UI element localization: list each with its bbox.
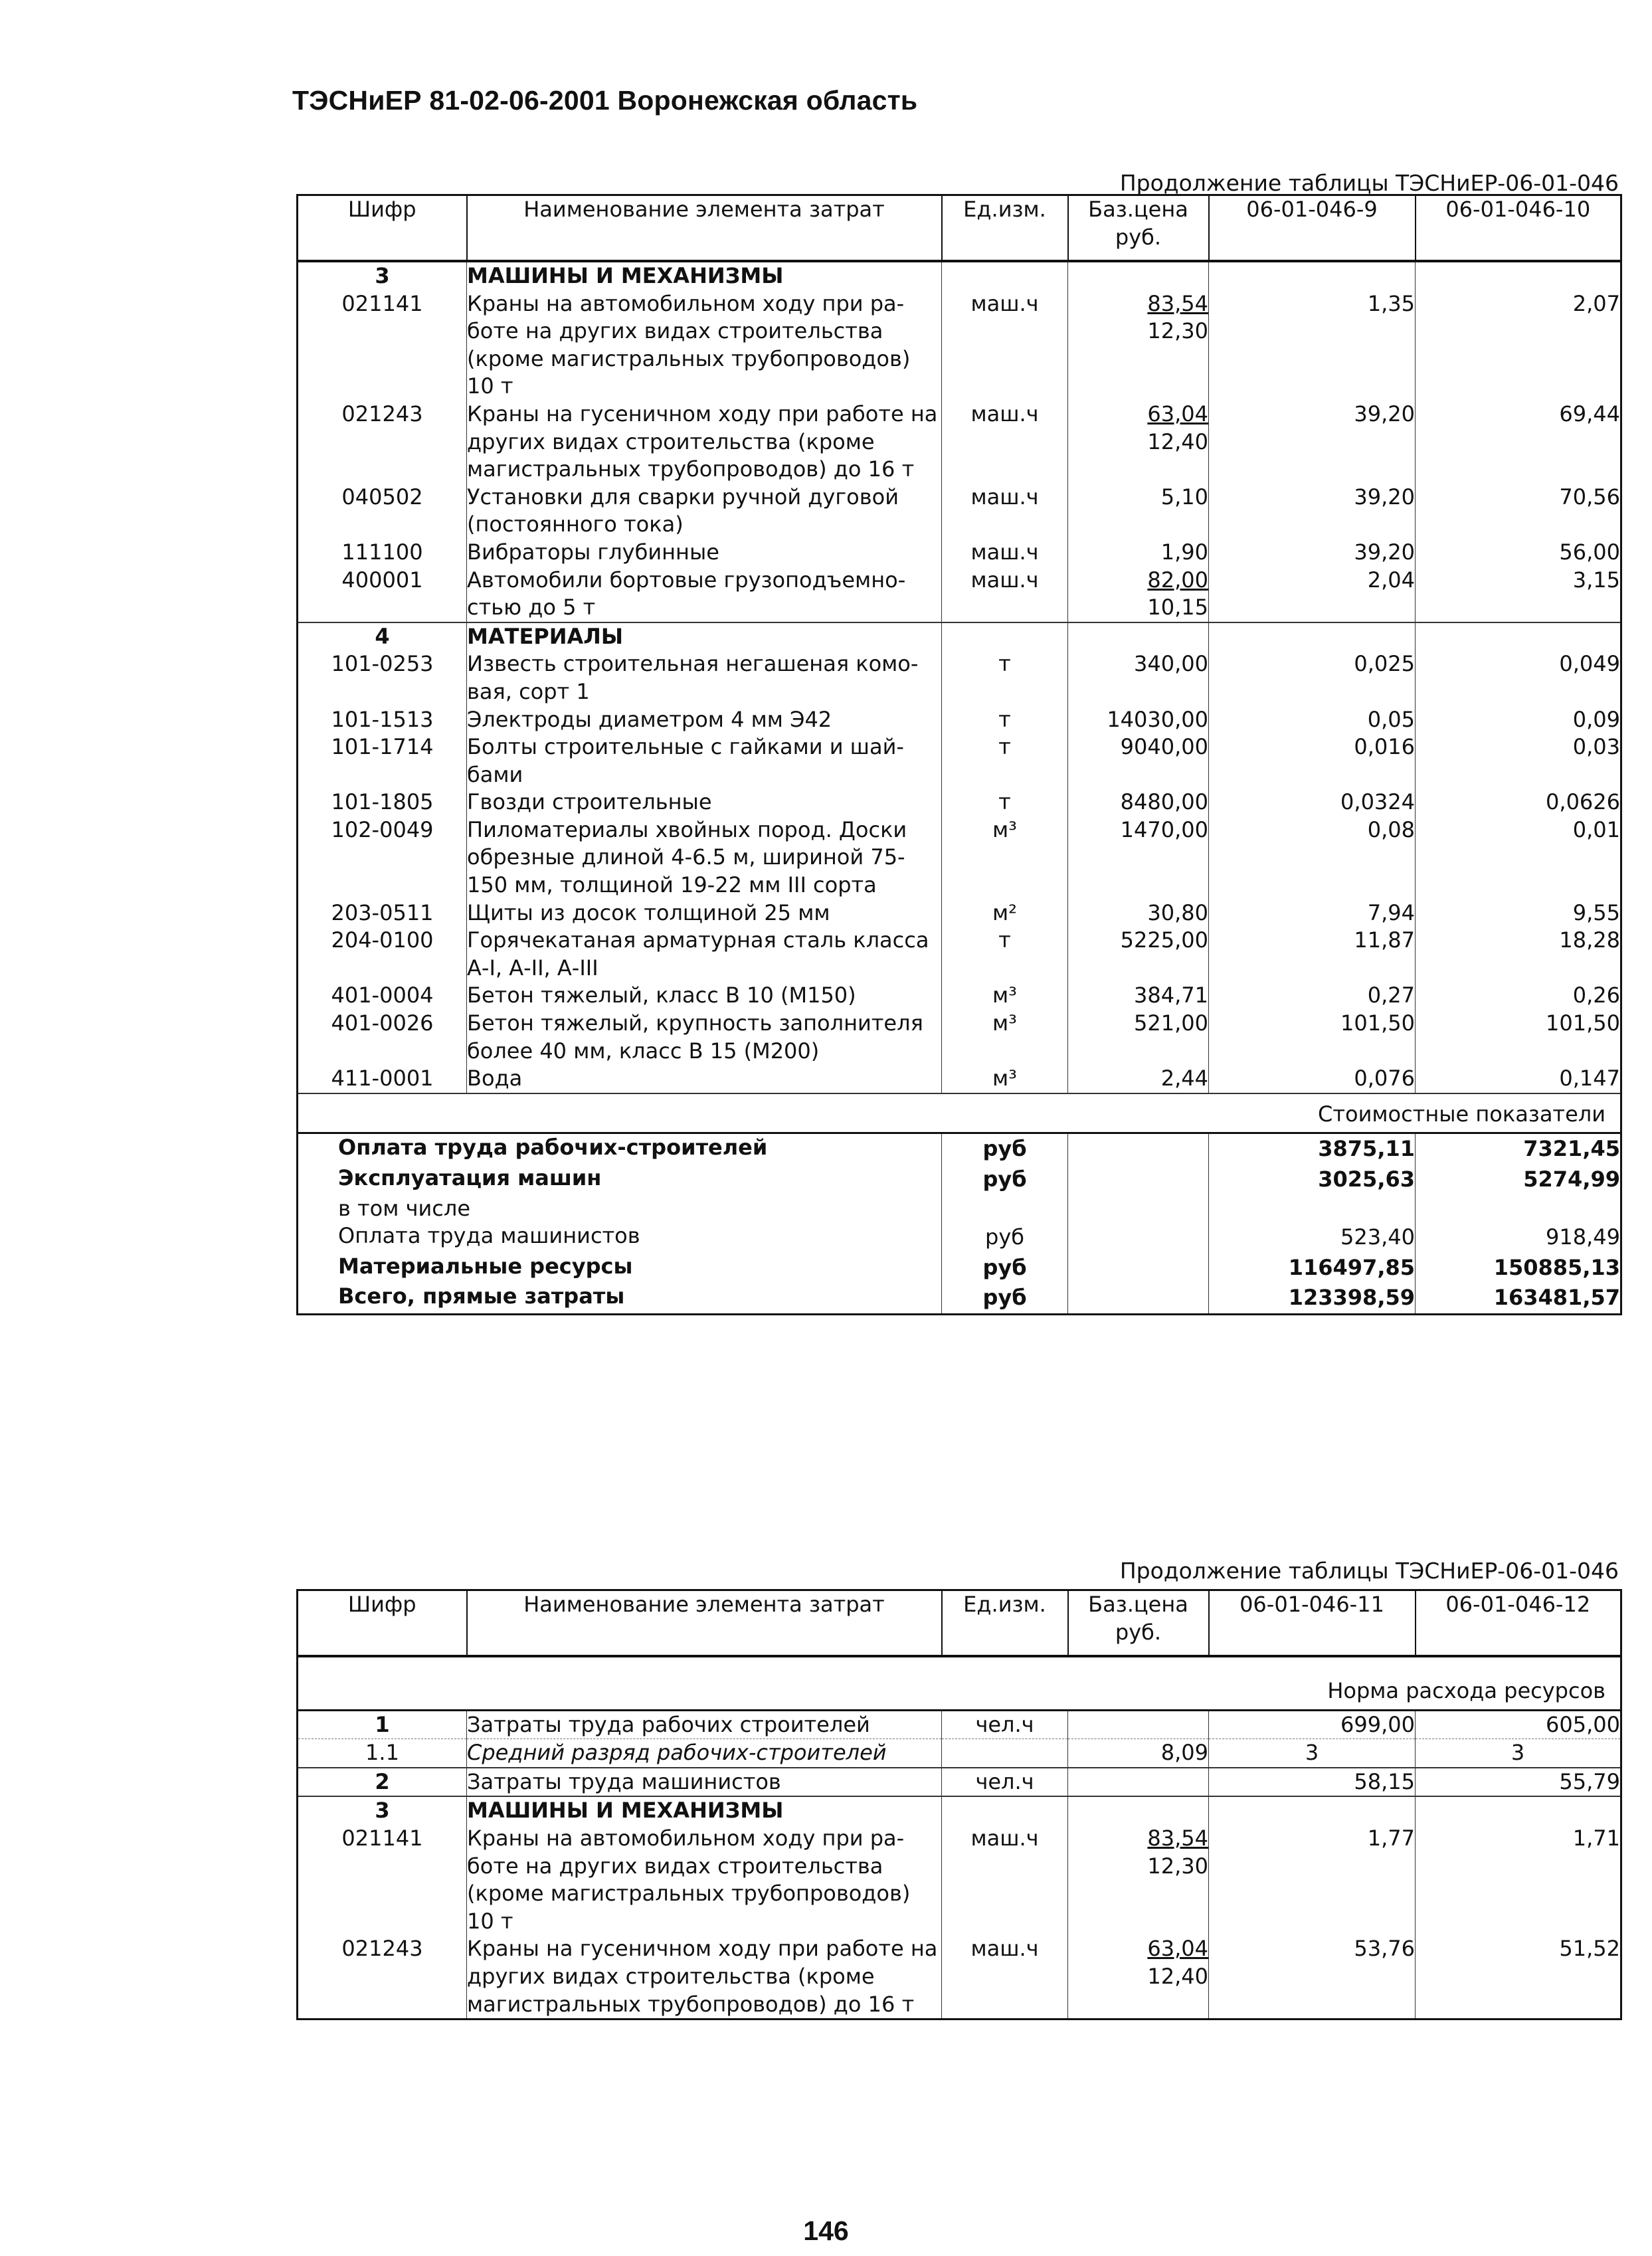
row-value-9: 39,20 (1209, 401, 1416, 484)
row-price: 2,44 (1068, 1065, 1209, 1093)
row-value-10: 0,147 (1416, 1065, 1621, 1093)
summary-value-9: 123398,59 (1209, 1283, 1416, 1314)
row-value-12: 1,71 (1416, 1825, 1621, 1935)
table-row (298, 539, 1621, 567)
row-price: 30,80 (1068, 899, 1209, 927)
row-price (1068, 290, 1209, 401)
row-value-10: 0,26 (1416, 982, 1621, 1010)
row-price (1068, 1935, 1209, 2019)
table-row (298, 1710, 1621, 1739)
row-value-9: 1,35 (1209, 290, 1416, 401)
table-row (298, 650, 1621, 705)
row-value-11: 3 (1209, 1739, 1416, 1768)
row-code: 021141 (298, 290, 467, 401)
summary-unit (942, 1195, 1068, 1223)
summary-row (298, 1133, 1621, 1165)
row-price (1068, 401, 1209, 484)
row-price: 8480,00 (1068, 789, 1209, 816)
row-value-9: 0,025 (1209, 650, 1416, 705)
row-value-11: 1,77 (1209, 1825, 1416, 1935)
row-code: 040502 (298, 484, 467, 539)
row-code: 401-0004 (298, 982, 467, 1010)
row-price: 1,90 (1068, 539, 1209, 567)
row-value-11: 699,00 (1209, 1710, 1416, 1739)
row-price (1068, 567, 1209, 622)
row-name: Щиты из досок толщиной 25 мм (467, 899, 942, 927)
row-unit: чел.ч (942, 1710, 1068, 1739)
price-wage: 12,30 (1147, 318, 1208, 344)
table-row (298, 927, 1621, 982)
col-header-rate-9: 06-01-046-9 (1209, 195, 1416, 262)
row-price: 384,71 (1068, 982, 1209, 1010)
section-row (298, 622, 1621, 651)
summary-row (298, 1253, 1621, 1283)
row-value-10: 2,07 (1416, 290, 1621, 401)
summary-unit: руб (942, 1283, 1068, 1314)
section-code: 3 (298, 261, 467, 290)
price-wage: 12,40 (1147, 1963, 1208, 1989)
page-number: 146 (803, 2215, 849, 2246)
summary-unit: руб (942, 1253, 1068, 1283)
row-name: Вибраторы глубинные (467, 539, 942, 567)
summary-label: в том числе (298, 1195, 942, 1223)
table1 (296, 194, 1622, 1315)
summary-value-10: 163481,57 (1416, 1283, 1621, 1314)
summary-label: Оплата труда машинистов (298, 1222, 942, 1253)
table-row (298, 1935, 1621, 2019)
table-row (298, 733, 1621, 789)
summary-value-10: 918,49 (1416, 1222, 1621, 1253)
col-header-code: Шифр (298, 1590, 467, 1657)
row-code: 111100 (298, 539, 467, 567)
table1-continuation-caption: Продолжение таблицы ТЭСНиЕР-06-01-046 (1119, 170, 1619, 196)
row-name: Затраты труда рабочих строителей (467, 1710, 942, 1739)
row-value-9: 11,87 (1209, 927, 1416, 982)
row-price: 340,00 (1068, 650, 1209, 705)
row-code: 101-0253 (298, 650, 467, 705)
table1-header-row (298, 195, 1621, 262)
row-value-10: 70,56 (1416, 484, 1621, 539)
row-unit: т (942, 650, 1068, 705)
table-row (298, 899, 1621, 927)
summary-unit: руб (942, 1165, 1068, 1195)
row-value-12: 51,52 (1416, 1935, 1621, 2019)
summary-row (298, 1195, 1621, 1223)
row-price (1068, 1710, 1209, 1739)
section-title: МАШИНЫ И МЕХАНИЗМЫ (467, 1796, 942, 1825)
row-unit: м² (942, 899, 1068, 927)
row-name: Бетон тяжелый, класс В 10 (М150) (467, 982, 942, 1010)
summary-row (298, 1165, 1621, 1195)
table-row (298, 816, 1621, 899)
row-price: 8,09 (1068, 1739, 1209, 1768)
row-unit: т (942, 789, 1068, 816)
row-unit: м³ (942, 982, 1068, 1010)
col-header-rate-11: 06-01-046-11 (1209, 1590, 1416, 1657)
summary-label: Эксплуатация машин (298, 1165, 942, 1195)
section-code: 4 (298, 622, 467, 651)
cost-band-label: Стоимостные показатели (298, 1093, 1621, 1133)
table2 (296, 1589, 1622, 2020)
table-row (298, 1010, 1621, 1065)
row-value-12: 55,79 (1416, 1768, 1621, 1797)
row-price (1068, 1825, 1209, 1935)
summary-row (298, 1283, 1621, 1314)
row-value-9: 0,08 (1209, 816, 1416, 899)
row-code: 101-1805 (298, 789, 467, 816)
row-name: Болты строительные с гайками и шай-бами (467, 733, 942, 789)
row-name: Автомобили бортовые грузоподъемно-стью до 5 т (467, 567, 942, 622)
row-code: 400001 (298, 567, 467, 622)
section-code: 3 (298, 1796, 467, 1825)
section-title: МАТЕРИАЛЫ (467, 622, 942, 651)
summary-label: Оплата труда рабочих-строителей (298, 1133, 942, 1165)
row-name: Краны на автомобильном ходу при ра-боте на других видах строительства (кроме магистральных трубопроводов) 10 т (467, 1825, 942, 1935)
row-value-9: 0,27 (1209, 982, 1416, 1010)
row-value-10: 0,09 (1416, 706, 1621, 734)
summary-label: Материальные ресурсы (298, 1253, 942, 1283)
norm-band-row (298, 1656, 1621, 1710)
price-base: 82,00 (1147, 567, 1208, 593)
summary-value-9 (1209, 1195, 1416, 1223)
table-row (298, 1825, 1621, 1935)
cost-band-row (298, 1093, 1621, 1133)
row-code: 411-0001 (298, 1065, 467, 1093)
row-value-10: 69,44 (1416, 401, 1621, 484)
section-row (298, 1796, 1621, 1825)
col-header-name: Наименование элемента затрат (467, 1590, 942, 1657)
price-wage: 12,30 (1147, 1853, 1208, 1879)
row-value-9: 39,20 (1209, 539, 1416, 567)
row-unit: маш.ч (942, 484, 1068, 539)
row-name: Горячекатаная арматурная сталь класса А-I, А-II, А-III (467, 927, 942, 982)
row-name: Затраты труда машинистов (467, 1768, 942, 1797)
price-base: 83,54 (1147, 1825, 1208, 1851)
row-price: 9040,00 (1068, 733, 1209, 789)
row-value-9: 0,05 (1209, 706, 1416, 734)
summary-unit: руб (942, 1133, 1068, 1165)
table2-continuation-caption: Продолжение таблицы ТЭСНиЕР-06-01-046 (1119, 1558, 1619, 1584)
row-value-10: 9,55 (1416, 899, 1621, 927)
col-header-rate-10: 06-01-046-10 (1416, 195, 1621, 262)
table-row (298, 789, 1621, 816)
col-header-price: Баз.цена руб. (1068, 195, 1209, 262)
row-name: Средний разряд рабочих-строителей (467, 1739, 942, 1768)
row-value-10: 101,50 (1416, 1010, 1621, 1065)
row-value-9: 2,04 (1209, 567, 1416, 622)
table-row (298, 290, 1621, 401)
row-value-9: 39,20 (1209, 484, 1416, 539)
document-title: ТЭСНиЕР 81-02-06-2001 Воронежская область (292, 85, 918, 116)
row-name: Краны на гусеничном ходу при работе на других видах строительства (кроме магистральных трубопроводов) до 16 т (467, 1935, 942, 2019)
row-value-10: 3,15 (1416, 567, 1621, 622)
table-row (298, 1065, 1621, 1093)
row-unit: т (942, 733, 1068, 789)
row-code: 203-0511 (298, 899, 467, 927)
row-price: 5,10 (1068, 484, 1209, 539)
row-code: 021243 (298, 401, 467, 484)
row-value-10: 0,0626 (1416, 789, 1621, 816)
row-value-11: 53,76 (1209, 1935, 1416, 2019)
row-value-9: 101,50 (1209, 1010, 1416, 1065)
table-row (298, 1739, 1621, 1768)
price-base: 63,04 (1147, 1936, 1208, 1962)
row-unit: маш.ч (942, 539, 1068, 567)
summary-row (298, 1222, 1621, 1253)
row-unit: маш.ч (942, 1825, 1068, 1935)
row-name: Известь строительная негашеная комо-вая, сорт 1 (467, 650, 942, 705)
row-value-12: 3 (1416, 1739, 1621, 1768)
row-unit: т (942, 927, 1068, 982)
col-header-unit: Ед.изм. (942, 1590, 1068, 1657)
price-wage: 12,40 (1147, 428, 1208, 454)
row-value-10: 0,049 (1416, 650, 1621, 705)
row-value-9: 7,94 (1209, 899, 1416, 927)
row-price (1068, 1768, 1209, 1797)
summary-value-10: 5274,99 (1416, 1165, 1621, 1195)
row-code: 401-0026 (298, 1010, 467, 1065)
row-unit: м³ (942, 816, 1068, 899)
row-code: 021141 (298, 1825, 467, 1935)
row-value-10: 56,00 (1416, 539, 1621, 567)
row-code: 021243 (298, 1935, 467, 2019)
row-name: Электроды диаметром 4 мм Э42 (467, 706, 942, 734)
col-header-rate-12: 06-01-046-12 (1416, 1590, 1621, 1657)
summary-value-9: 116497,85 (1209, 1253, 1416, 1283)
row-unit: маш.ч (942, 290, 1068, 401)
row-value-9: 0,0324 (1209, 789, 1416, 816)
row-value-10: 18,28 (1416, 927, 1621, 982)
row-code: 101-1714 (298, 733, 467, 789)
summary-value-9: 3025,63 (1209, 1165, 1416, 1195)
row-name: Пиломатериалы хвойных пород. Доски обрезные длиной 4-6.5 м, шириной 75-150 мм, толщиной 19-22 мм III сорта (467, 816, 942, 899)
table-row (298, 567, 1621, 622)
summary-label: Всего, прямые затраты (298, 1283, 942, 1314)
row-name: Установки для сварки ручной дуговой (постоянного тока) (467, 484, 942, 539)
row-name: Гвозди строительные (467, 789, 942, 816)
summary-value-10: 150885,13 (1416, 1253, 1621, 1283)
row-name: Бетон тяжелый, крупность заполнителя более 40 мм, класс В 15 (М200) (467, 1010, 942, 1065)
row-value-12: 605,00 (1416, 1710, 1621, 1739)
table-row (298, 484, 1621, 539)
col-header-code: Шифр (298, 195, 467, 262)
summary-value-9: 523,40 (1209, 1222, 1416, 1253)
row-unit: маш.ч (942, 567, 1068, 622)
row-price: 5225,00 (1068, 927, 1209, 982)
row-value-11: 58,15 (1209, 1768, 1416, 1797)
section-row (298, 261, 1621, 290)
row-code: 101-1513 (298, 706, 467, 734)
row-name: Краны на гусеничном ходу при работе на других видах строительства (кроме магистральных трубопроводов) до 16 т (467, 401, 942, 484)
row-unit: т (942, 706, 1068, 734)
row-value-9: 0,016 (1209, 733, 1416, 789)
summary-value-9: 3875,11 (1209, 1133, 1416, 1165)
summary-value-10 (1416, 1195, 1621, 1223)
row-value-9: 0,076 (1209, 1065, 1416, 1093)
row-unit: м³ (942, 1065, 1068, 1093)
summary-unit: руб (942, 1222, 1068, 1253)
row-unit: маш.ч (942, 1935, 1068, 2019)
row-price: 521,00 (1068, 1010, 1209, 1065)
row-code: 1 (298, 1710, 467, 1739)
row-unit: чел.ч (942, 1768, 1068, 1797)
price-wage: 10,15 (1147, 595, 1208, 620)
section-title: МАШИНЫ И МЕХАНИЗМЫ (467, 261, 942, 290)
price-base: 63,04 (1147, 401, 1208, 426)
price-base: 83,54 (1147, 290, 1208, 316)
summary-value-10: 7321,45 (1416, 1133, 1621, 1165)
row-name: Вода (467, 1065, 942, 1093)
row-name: Краны на автомобильном ходу при ра-боте на других видах строительства (кроме магистральных трубопроводов) 10 т (467, 290, 942, 401)
row-price: 14030,00 (1068, 706, 1209, 734)
table2-header-row (298, 1590, 1621, 1657)
col-header-unit: Ед.изм. (942, 195, 1068, 262)
table-row (298, 401, 1621, 484)
row-unit: маш.ч (942, 401, 1068, 484)
row-value-10: 0,01 (1416, 816, 1621, 899)
row-value-10: 0,03 (1416, 733, 1621, 789)
row-code: 1.1 (298, 1739, 467, 1768)
norm-band-label: Норма расхода ресурсов (298, 1656, 1621, 1710)
table-row (298, 982, 1621, 1010)
row-code: 102-0049 (298, 816, 467, 899)
col-header-price: Баз.цена руб. (1068, 1590, 1209, 1657)
row-unit (942, 1739, 1068, 1768)
table-row (298, 706, 1621, 734)
row-price: 1470,00 (1068, 816, 1209, 899)
row-unit: м³ (942, 1010, 1068, 1065)
table-row (298, 1768, 1621, 1797)
col-header-name: Наименование элемента затрат (467, 195, 942, 262)
row-code: 2 (298, 1768, 467, 1797)
row-code: 204-0100 (298, 927, 467, 982)
